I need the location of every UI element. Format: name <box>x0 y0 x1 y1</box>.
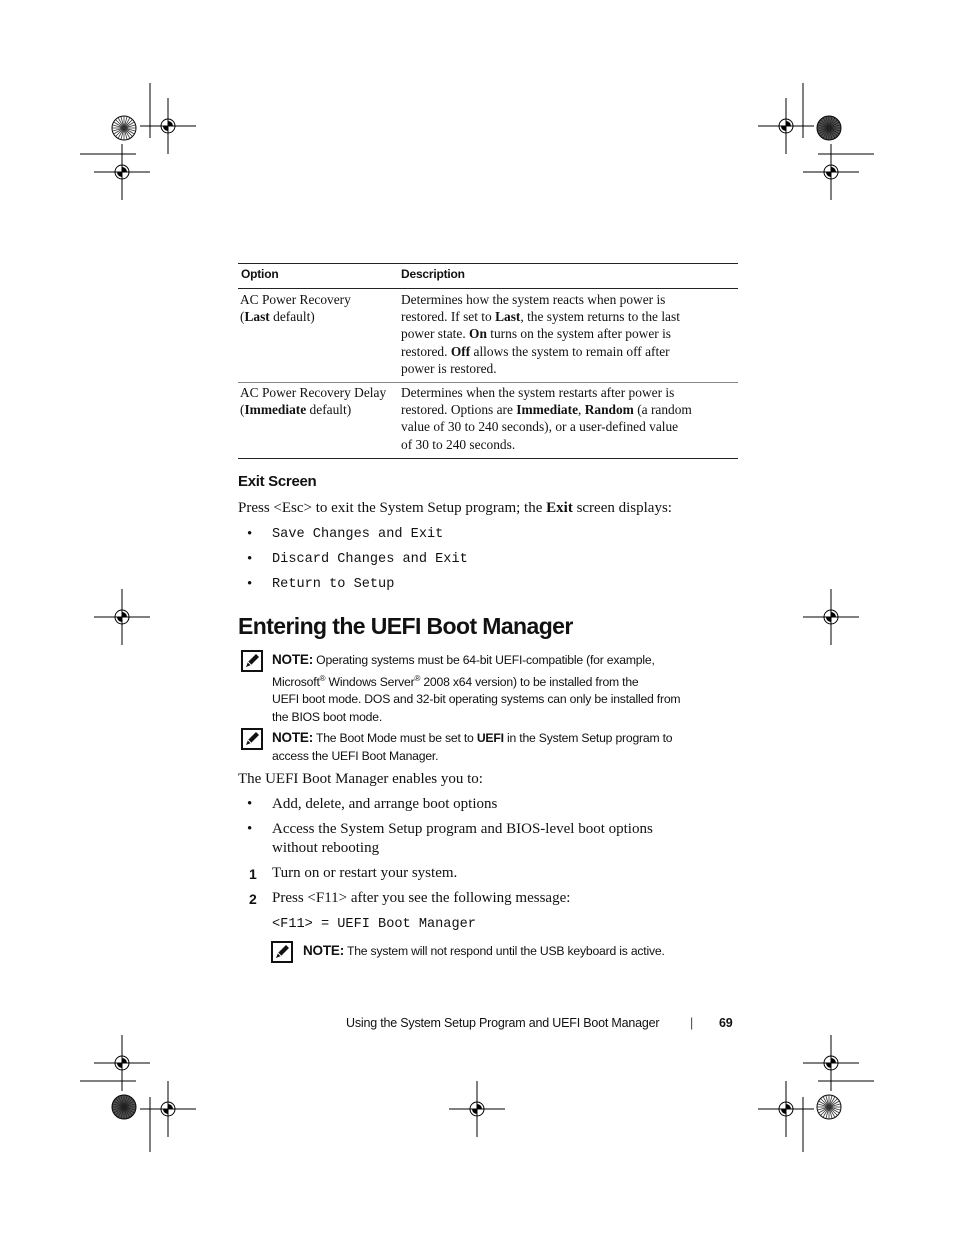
color-registration-dial <box>112 1095 136 1119</box>
note1-line2b: Windows Server <box>325 674 415 689</box>
note3-text: The system will not respond until the USB keyboard is active. <box>344 944 665 958</box>
note1-line2a: Microsoft <box>272 674 320 689</box>
pencil-note-icon <box>241 728 263 750</box>
color-registration-dial <box>817 1095 841 1119</box>
option-line <box>240 308 351 325</box>
exit-screen-heading: Exit Screen <box>238 473 317 490</box>
exit-option-return: Return to Setup <box>272 577 395 592</box>
f11-message: <F11> = UEFI Boot Manager <box>272 917 476 932</box>
note2-bold: UEFI <box>476 731 504 745</box>
description-line <box>401 325 680 342</box>
table-row-1-option <box>240 291 351 325</box>
bullet-glyph: • <box>247 821 253 837</box>
exit-option-bullet: • <box>247 526 253 542</box>
option-line <box>240 401 386 418</box>
table-row-2-description <box>401 384 692 453</box>
table-bottom-rule <box>238 458 738 459</box>
uefi-intro: The UEFI Boot Manager enables you to: <box>238 771 483 787</box>
bullet-access-setup-cont: without rebooting <box>272 840 380 856</box>
option-line <box>240 291 351 308</box>
note2-line2: access the UEFI Boot Manager. <box>272 748 439 763</box>
text-run: turns on the system after power is <box>486 326 672 342</box>
footer-separator: | <box>690 1016 694 1030</box>
bold-term: Immediate <box>244 402 307 418</box>
exit-intro-before: Press <Esc> to exit the System Setup program; the <box>238 500 547 516</box>
description-line <box>401 291 680 308</box>
crosshair-registration-mark <box>803 144 859 200</box>
exit-option-discard: Discard Changes and Exit <box>272 552 468 567</box>
bold-term: Immediate <box>516 402 579 418</box>
note-usb-keyboard <box>303 942 665 961</box>
text-run: (a random <box>633 402 692 418</box>
step-press-f11: Press <F11> after you see the following message: <box>272 890 571 906</box>
crosshair-registration-mark <box>803 589 859 645</box>
bold-term: Last <box>495 309 521 325</box>
description-line <box>401 384 692 401</box>
description-line <box>401 436 692 453</box>
exit-screen-intro <box>238 500 672 517</box>
text-run: AC Power Recovery <box>240 292 351 307</box>
text-run: value of 30 to 240 seconds), or a user-defined value <box>401 419 679 435</box>
exit-intro-bold: Exit <box>546 500 573 516</box>
crosshair-registration-mark <box>94 1035 150 1091</box>
description-line <box>401 308 680 325</box>
page-number: 69 <box>719 1016 733 1030</box>
note1-line1: Operating systems must be 64-bit UEFI-compatible (for example, <box>313 653 655 667</box>
text-run: , the system returns to the last <box>520 309 680 325</box>
text-run: AC Power Recovery Delay <box>240 385 387 400</box>
step-number: 1 <box>249 866 257 882</box>
exit-intro-after: screen displays: <box>572 500 672 516</box>
step-turn-on: Turn on or restart your system. <box>272 865 458 881</box>
text-run: restored. Options are <box>401 402 517 418</box>
text-run: Determines when the system restarts after power is <box>401 385 675 400</box>
table-header-description: Description <box>401 267 465 281</box>
note2-line1a: The Boot Mode must be set to <box>313 731 477 745</box>
text-run: default) <box>306 402 352 418</box>
text-run: restored. <box>401 343 451 359</box>
text-run: allows the system to remain off after <box>470 343 670 359</box>
note1-line4: the BIOS boot mode. <box>272 709 383 724</box>
note2-line1b: in the System Setup program to <box>503 731 673 745</box>
footer-title: Using the System Setup Program and UEFI Boot Manager <box>346 1016 660 1030</box>
crosshair-registration-mark <box>140 1081 196 1137</box>
text-run: , <box>578 402 585 418</box>
text-run: default) <box>269 309 315 325</box>
registered-mark: ® <box>414 673 421 683</box>
note-uefi-compatible <box>272 651 680 726</box>
exit-option-bullet: • <box>247 576 253 592</box>
crosshair-registration-mark <box>449 1081 505 1137</box>
bullet-add-delete: Add, delete, and arrange boot options <box>272 796 498 812</box>
crosshair-registration-mark <box>758 98 814 154</box>
crosshair-registration-mark <box>803 1035 859 1091</box>
bullet-access-setup: Access the System Setup program and BIOS-level boot options <box>272 821 653 837</box>
text-run: power state. <box>401 326 470 342</box>
description-line <box>401 401 692 418</box>
uefi-section-heading: Entering the UEFI Boot Manager <box>238 613 573 639</box>
table-row-1-description <box>401 291 680 377</box>
description-line <box>401 343 680 360</box>
table-top-rule <box>238 263 738 264</box>
note-boot-mode <box>272 729 672 765</box>
registered-mark: ® <box>319 673 326 683</box>
note-label: NOTE: <box>272 652 313 667</box>
description-line <box>401 418 692 435</box>
note1-line3: UEFI boot mode. DOS and 32-bit operating systems can only be installed from <box>272 692 681 707</box>
bold-term: Last <box>244 309 270 325</box>
color-registration-dial <box>817 116 841 140</box>
table-header-rule <box>238 288 738 289</box>
crosshair-registration-mark <box>758 1081 814 1137</box>
text-run: restored. If set to <box>401 309 496 325</box>
note1-line2c: 2008 x64 version) to be installed from the <box>420 674 639 689</box>
note-label: NOTE: <box>272 730 313 745</box>
bold-term: Random <box>584 402 634 418</box>
bullet-glyph: • <box>247 796 253 812</box>
bold-term: Off <box>450 343 471 359</box>
text-run: Determines how the system reacts when power is <box>401 292 666 307</box>
description-line <box>401 360 680 377</box>
color-registration-dial <box>112 116 136 140</box>
option-line <box>240 384 386 401</box>
table-row-2-option <box>240 384 386 418</box>
note-label: NOTE: <box>303 943 344 958</box>
step-number: 2 <box>249 891 257 907</box>
pencil-note-icon <box>241 650 263 672</box>
text-run: of 30 to 240 seconds. <box>401 436 516 452</box>
text-run: ( <box>240 402 245 418</box>
text-run: power is restored. <box>401 360 497 376</box>
table-row-divider <box>238 382 738 383</box>
crosshair-registration-mark <box>94 144 150 200</box>
bold-term: On <box>469 326 487 342</box>
table-header-option: Option <box>241 267 279 281</box>
pencil-note-icon <box>271 941 293 963</box>
exit-option-bullet: • <box>247 551 253 567</box>
crosshair-registration-mark <box>94 589 150 645</box>
text-run: ( <box>240 309 245 325</box>
crosshair-registration-mark <box>140 98 196 154</box>
exit-option-save: Save Changes and Exit <box>272 527 444 542</box>
